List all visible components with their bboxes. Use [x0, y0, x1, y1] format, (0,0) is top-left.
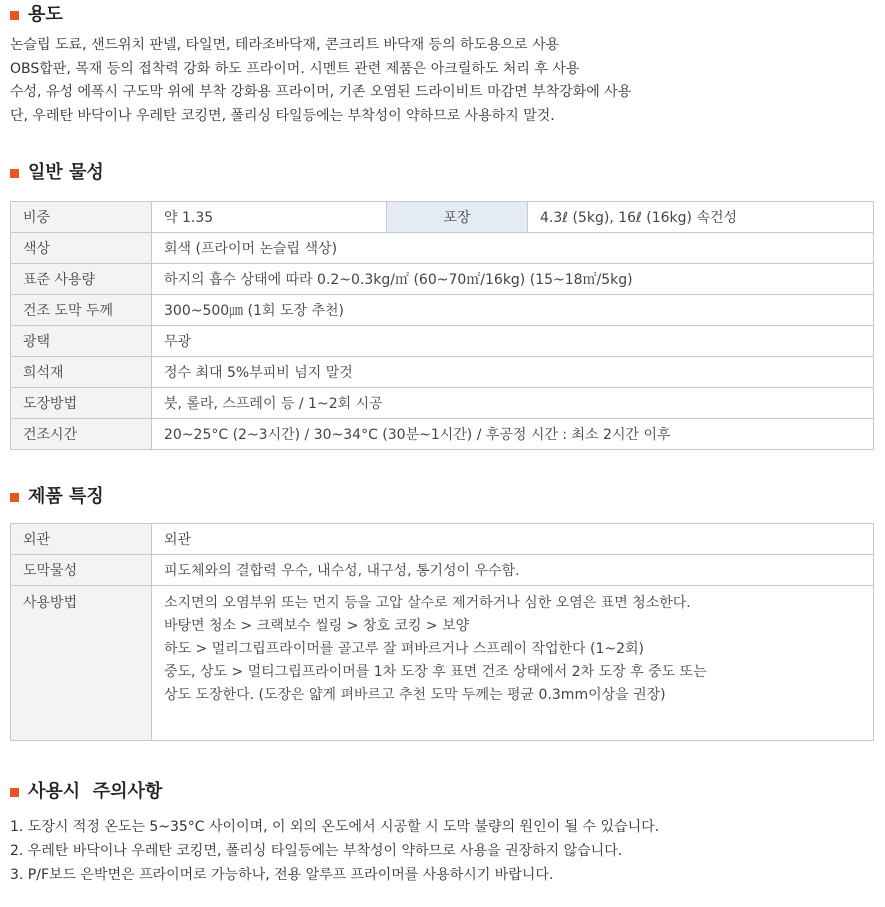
usage-method-value	[152, 586, 874, 741]
usage-line: OBS합판, 목재 등의 접착력 강화 하도 프라이머. 시멘트 관련 제품은 아크릴하도 처리 후 사용	[10, 60, 580, 77]
caution-item: 1. 도장시 적정 온도는 5~35°C 사이이며, 이 외의 온도에서 시공할 시 도막 불량의 원인이 될 수 있습니다.	[10, 819, 660, 835]
row-value: 회색 (프라이머 논슬립 색상)	[152, 233, 874, 264]
row-label: 광택	[11, 326, 152, 357]
usage-description	[10, 34, 631, 128]
table-row	[11, 326, 874, 357]
section-title-general	[10, 161, 104, 185]
row-value: 외관	[152, 524, 874, 555]
row-label: 표준 사용량	[11, 264, 152, 295]
usage-line: 수성, 유성 에폭시 구도막 위에 부착 강화용 프라이머, 기존 오염된 드라이비트 마감면 부착강화에 사용	[10, 84, 632, 100]
features-table	[10, 523, 874, 741]
method-line: 상도 도장한다. (도장은 얇게 펴바르고 추천 도막 두께는 평균 0.3mm이상을 권장)	[164, 687, 666, 703]
table-row	[11, 233, 874, 264]
method-line: 소지면의 오염부위 또는 먼지 등을 고압 살수로 제거하거나 심한 오염은 표면 청소한다.	[164, 595, 691, 611]
row-label: 색상	[11, 233, 152, 264]
section-title-caution	[10, 780, 162, 804]
row-value: 약 1.35	[152, 202, 387, 233]
section-title-text: 사용시 주의사항	[28, 781, 163, 802]
square-bullet-icon	[10, 788, 19, 797]
table-row	[11, 524, 874, 555]
square-bullet-icon	[10, 493, 19, 502]
square-bullet-icon	[10, 169, 19, 178]
usage-line: 논슬립 도료, 샌드위치 판넬, 타일면, 테라조바닥재, 콘크리트 바닥재 등의 하도용으로 사용	[10, 37, 560, 53]
row-value: 하지의 흡수 상태에 따라 0.2~0.3kg/㎡ (60~70㎡/16kg) (15~18㎡/5kg)	[152, 264, 874, 295]
section-title-usage	[10, 3, 63, 27]
row-label: 사용방법	[11, 586, 152, 741]
row-label: 비중	[11, 202, 152, 233]
section-title-text: 일반 물성	[28, 162, 104, 183]
table-row	[11, 586, 874, 741]
row-value: 붓, 롤라, 스프레이 등 / 1~2회 시공	[152, 388, 874, 419]
row-value: 피도체와의 결합력 우수, 내수성, 내구성, 통기성이 우수함.	[152, 555, 874, 586]
caution-item: 3. P/F보드 은박면은 프라이머로 가능하나, 전용 알루프 프라이머를 사용하시기 바랍니다.	[10, 867, 554, 883]
general-properties-table	[10, 201, 874, 450]
row-value: 무광	[152, 326, 874, 357]
section-title-text: 용도	[28, 4, 63, 25]
row-label: 포장	[387, 202, 528, 233]
row-value: 정수 최대 5%부피비 넘지 말것	[152, 357, 874, 388]
row-label: 희석재	[11, 357, 152, 388]
caution-list	[10, 815, 659, 887]
section-title-features	[10, 485, 104, 509]
row-label: 건조시간	[11, 419, 152, 450]
section-title-text: 제품 특징	[28, 486, 104, 507]
row-value: 20~25°C (2~3시간) / 30~34°C (30분~1시간) / 후공정 시간 : 최소 2시간 이후	[152, 419, 874, 450]
table-row	[11, 202, 874, 233]
table-row	[11, 555, 874, 586]
caution-item: 2. 우레탄 바닥이나 우레탄 코킹면, 폴리싱 타일등에는 부착성이 약하므로 사용을 권장하지 않습니다.	[10, 843, 623, 859]
table-row	[11, 264, 874, 295]
table-row	[11, 419, 874, 450]
usage-line: 단, 우레탄 바닥이나 우레탄 코킹면, 폴리싱 타일등에는 부착성이 약하므로 사용하지 말것.	[10, 107, 555, 124]
row-label: 건조 도막 두께	[11, 295, 152, 326]
table-row	[11, 388, 874, 419]
row-value: 4.3ℓ (5kg), 16ℓ (16kg) 속건성	[528, 202, 874, 233]
method-line: 중도, 상도 > 멀티그립프라이머를 1차 도장 후 표면 건조 상태에서 2차 도장 후 중도 또는	[164, 664, 707, 680]
method-line: 바탕면 청소 > 크랙보수 씰링 > 창호 코킹 > 보양	[164, 618, 470, 634]
square-bullet-icon	[10, 11, 19, 20]
row-label: 외관	[11, 524, 152, 555]
table-row	[11, 357, 874, 388]
table-row	[11, 295, 874, 326]
row-value: 300~500㎛ (1회 도장 추천)	[152, 295, 874, 326]
row-label: 도막물성	[11, 555, 152, 586]
method-line: 하도 > 멀리그립프라이머를 골고루 잘 펴바르거나 스프레이 작업한다 (1~2회)	[164, 641, 644, 657]
row-label: 도장방법	[11, 388, 152, 419]
